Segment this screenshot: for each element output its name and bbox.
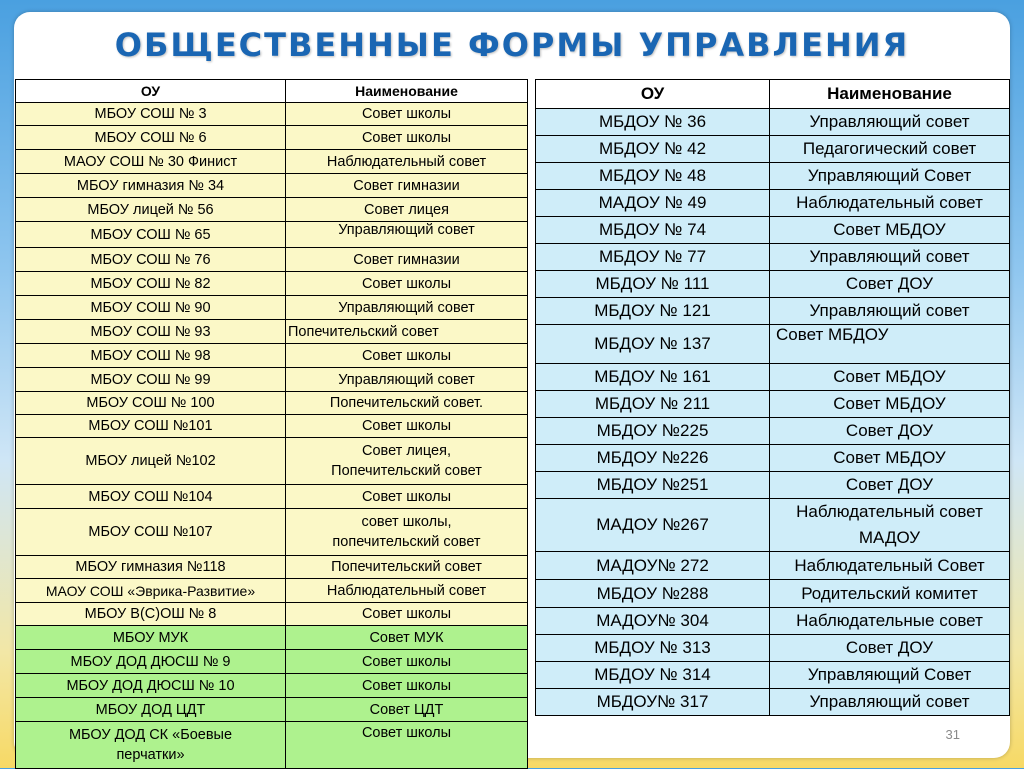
- cell-ou: МБДОУ № 36: [536, 109, 770, 136]
- table-row: [536, 689, 1010, 716]
- table-row: [16, 650, 528, 674]
- table-row: [536, 445, 1010, 472]
- cell-ou: МБДОУ № 77: [536, 244, 770, 271]
- cell-ou: МБОУ СОШ № 65: [16, 222, 286, 248]
- cell-ou: МАДОУ№ 272: [536, 552, 770, 580]
- cell-name: Совет МУК: [286, 626, 528, 650]
- table-row: [536, 364, 1010, 391]
- cell-ou: МБДОУ № 211: [536, 391, 770, 418]
- cell-name: Наблюдательные совет: [770, 608, 1010, 635]
- table-row: [16, 368, 528, 392]
- cell-ou: МБОУ МУК: [16, 626, 286, 650]
- cell-name: Совет ДОУ: [770, 271, 1010, 298]
- cell-name: Совет ДОУ: [770, 635, 1010, 662]
- cell-name-line: Совет лицея,: [362, 443, 451, 459]
- table-row: [536, 217, 1010, 244]
- column-header-name: Наименование: [770, 80, 1010, 109]
- table-row: [536, 109, 1010, 136]
- cell-name: [286, 438, 528, 485]
- cell-name: Совет МБДОУ: [770, 391, 1010, 418]
- cell-ou: МБОУ СОШ №101: [16, 415, 286, 438]
- table-row: [536, 472, 1010, 499]
- cell-ou: МБОУ СОШ № 3: [16, 103, 286, 126]
- cell-name: Совет ЦДТ: [286, 698, 528, 722]
- table-row: [16, 438, 528, 485]
- cell-name: Управляющий совет: [286, 296, 528, 320]
- cell-name: Попечительский совет: [286, 556, 528, 579]
- table-row: [536, 190, 1010, 217]
- cell-ou: МБДОУ №225: [536, 418, 770, 445]
- cell-name: Совет гимназии: [286, 248, 528, 272]
- cell-name: Наблюдательный Совет: [770, 552, 1010, 580]
- cell-ou: МБДОУ №288: [536, 580, 770, 608]
- table-row: [536, 136, 1010, 163]
- table-row: [16, 674, 528, 698]
- cell-ou: МБОУ СОШ № 93: [16, 320, 286, 344]
- cell-name: Родительский комитет: [770, 580, 1010, 608]
- table-row: [16, 272, 528, 296]
- table-row: [16, 222, 528, 248]
- cell-ou: МБОУ В(С)ОШ № 8: [16, 603, 286, 626]
- cell-name: Попечительский совет.: [286, 392, 528, 415]
- table-row: [16, 509, 528, 556]
- table-row: [16, 174, 528, 198]
- cell-name: Совет МБДОУ: [770, 325, 1010, 364]
- cell-ou: [16, 722, 286, 769]
- cell-ou: МАОУ СОШ № 30 Финист: [16, 150, 286, 174]
- cell-name: Совет ДОУ: [770, 472, 1010, 499]
- table-row: [16, 103, 528, 126]
- cell-name: Совет школы: [286, 272, 528, 296]
- table-header-row: [536, 80, 1010, 109]
- table-row: [536, 244, 1010, 271]
- cell-ou: МБОУ ДОД ЦДТ: [16, 698, 286, 722]
- cell-name: Попечительский совет: [286, 320, 528, 344]
- table-row: [16, 392, 528, 415]
- cell-name: Управляющий Совет: [770, 662, 1010, 689]
- table-row: [16, 485, 528, 509]
- cell-name: Совет школы: [286, 674, 528, 698]
- table-row: [536, 662, 1010, 689]
- table-row: [536, 298, 1010, 325]
- table-row: [16, 248, 528, 272]
- cell-ou: МБОУ СОШ № 6: [16, 126, 286, 150]
- cell-ou: МБОУ СОШ №107: [16, 509, 286, 556]
- cell-ou: МБОУ СОШ № 98: [16, 344, 286, 368]
- table-row: [536, 499, 1010, 552]
- cell-name: Управляющий совет: [770, 244, 1010, 271]
- cell-name: Управляющий Совет: [770, 163, 1010, 190]
- cell-name: [770, 499, 1010, 552]
- cell-name: Совет школы: [286, 603, 528, 626]
- table-row: [16, 415, 528, 438]
- cell-name: Педагогический совет: [770, 136, 1010, 163]
- cell-ou: МАОУ СОШ «Эврика-Развитие»: [16, 579, 286, 603]
- cell-ou: МБОУ СОШ № 100: [16, 392, 286, 415]
- cell-ou: МБОУ СОШ № 82: [16, 272, 286, 296]
- table-row: [16, 626, 528, 650]
- table-row: [536, 271, 1010, 298]
- cell-name: Управляющий совет: [286, 222, 528, 248]
- cell-ou: МБДОУ№ 317: [536, 689, 770, 716]
- table-row: [16, 296, 528, 320]
- cell-name: Совет лицея: [286, 198, 528, 222]
- table-row: [536, 418, 1010, 445]
- cell-name: Совет МБДОУ: [770, 364, 1010, 391]
- table-row: [16, 150, 528, 174]
- table-row: [536, 552, 1010, 580]
- cell-ou: МБДОУ № 161: [536, 364, 770, 391]
- cell-ou: МБОУ ДОД ДЮСШ № 10: [16, 674, 286, 698]
- column-header-ou: ОУ: [536, 80, 770, 109]
- cell-name: Наблюдательный совет: [770, 190, 1010, 217]
- cell-name: Совет МБДОУ: [770, 445, 1010, 472]
- cell-ou: МБДОУ № 314: [536, 662, 770, 689]
- cell-ou: МБДОУ № 137: [536, 325, 770, 364]
- cell-name: Управляющий совет: [770, 689, 1010, 716]
- cell-name: Совет школы: [286, 485, 528, 509]
- cell-ou: МБДОУ № 74: [536, 217, 770, 244]
- cell-name-line: Наблюдательный совет: [796, 502, 983, 521]
- cell-ou-line: МБОУ ДОД СК «Боевые: [68, 727, 233, 743]
- table-header-row: [16, 80, 528, 103]
- cell-name: Управляющий совет: [286, 368, 528, 392]
- cell-name: Совет ДОУ: [770, 418, 1010, 445]
- cell-name-line: МАДОУ: [858, 528, 921, 547]
- cell-ou: МБОУ СОШ № 99: [16, 368, 286, 392]
- page-number: 31: [945, 727, 960, 742]
- cell-ou: МАДОУ№ 304: [536, 608, 770, 635]
- table-row: [16, 579, 528, 603]
- cell-name: Совет гимназии: [286, 174, 528, 198]
- cell-ou: МАДОУ №267: [536, 499, 770, 552]
- cell-ou: МБОУ гимназия №118: [16, 556, 286, 579]
- cell-name: Совет МБДОУ: [770, 217, 1010, 244]
- cell-ou: МБДОУ № 121: [536, 298, 770, 325]
- slide-title: ОБЩЕСТВЕННЫЕ ФОРМЫ УПРАВЛЕНИЯ: [114, 26, 910, 64]
- cell-name: Совет школы: [286, 650, 528, 674]
- preschools-table: [535, 79, 1010, 716]
- table-row: [536, 325, 1010, 364]
- table-row: [16, 320, 528, 344]
- cell-name-line: попечительский совет: [332, 534, 481, 550]
- cell-ou: МБОУ гимназия № 34: [16, 174, 286, 198]
- cell-name: Совет школы: [286, 344, 528, 368]
- cell-ou: МБДОУ №251: [536, 472, 770, 499]
- schools-table: [15, 79, 528, 769]
- cell-ou: МБДОУ №226: [536, 445, 770, 472]
- table-row: [16, 344, 528, 368]
- table-row: [536, 391, 1010, 418]
- table-row: [16, 722, 528, 769]
- cell-ou: МБОУ СОШ №104: [16, 485, 286, 509]
- cell-name-line: совет школы,: [361, 514, 452, 530]
- table-row: [536, 580, 1010, 608]
- cell-ou: МБДОУ № 42: [536, 136, 770, 163]
- cell-ou: МБОУ СОШ № 76: [16, 248, 286, 272]
- table-row: [16, 556, 528, 579]
- cell-ou: МБДОУ № 48: [536, 163, 770, 190]
- cell-name: Совет школы: [286, 722, 528, 769]
- cell-ou: МБОУ ДОД ДЮСШ № 9: [16, 650, 286, 674]
- table-row: [16, 603, 528, 626]
- table-row: [536, 163, 1010, 190]
- cell-ou: МАДОУ № 49: [536, 190, 770, 217]
- cell-name: Наблюдательный совет: [286, 150, 528, 174]
- cell-ou-line: перчатки»: [116, 747, 185, 763]
- cell-name: Совет школы: [286, 126, 528, 150]
- table-row: [16, 126, 528, 150]
- cell-name: Наблюдательный совет: [286, 579, 528, 603]
- cell-name: Совет школы: [286, 415, 528, 438]
- cell-name: [286, 509, 528, 556]
- cell-name: Совет школы: [286, 103, 528, 126]
- table-row: [536, 635, 1010, 662]
- cell-ou: МБОУ лицей № 56: [16, 198, 286, 222]
- cell-ou: МБОУ лицей №102: [16, 438, 286, 485]
- table-row: [16, 198, 528, 222]
- table-row: [16, 698, 528, 722]
- cell-name: Управляющий совет: [770, 298, 1010, 325]
- cell-ou: МБДОУ № 111: [536, 271, 770, 298]
- cell-ou: МБОУ СОШ № 90: [16, 296, 286, 320]
- cell-ou: МБДОУ № 313: [536, 635, 770, 662]
- table-row: [536, 608, 1010, 635]
- cell-name: Управляющий совет: [770, 109, 1010, 136]
- column-header-name: Наименование: [286, 80, 528, 103]
- cell-name-line: Попечительский совет: [331, 463, 482, 479]
- column-header-ou: ОУ: [16, 80, 286, 103]
